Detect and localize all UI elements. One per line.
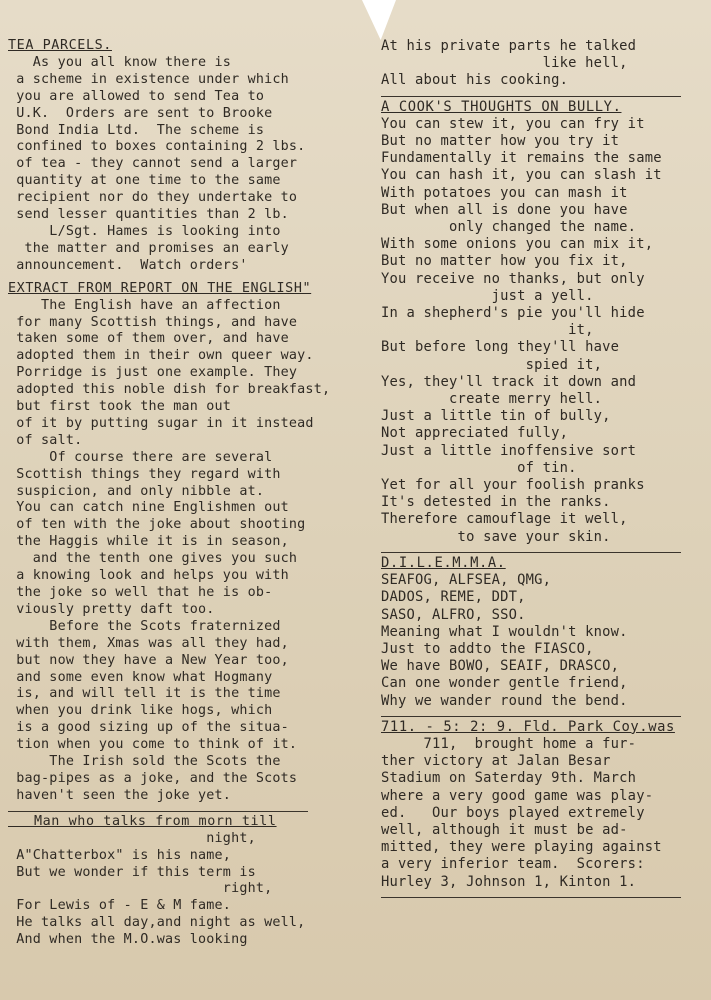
section-heading: 711. - 5: 2: 9. Fld. Park Coy.was — [381, 718, 675, 735]
text-line: You can catch nine Englishmen out — [8, 500, 289, 516]
text-line: For Lewis of - E & M fame. — [8, 898, 232, 914]
text-line: well, although it must be ad- — [381, 821, 628, 838]
text-line: He talks all day,and night as well, — [8, 915, 306, 931]
text-line: Porridge is just one example. They — [8, 365, 298, 381]
text-line: The Irish sold the Scots the — [8, 754, 281, 770]
text-line: Hurley 3, Johnson 1, Kinton 1. — [381, 873, 637, 890]
text-line: Yet for all your foolish pranks — [381, 477, 645, 494]
text-line: We have BOWO, SEAIF, DRASCO, — [381, 658, 620, 675]
left-column — [8, 38, 378, 955]
text-line: Bond India Ltd. The scheme is — [8, 122, 265, 138]
text-line: With potatoes you can mash it — [381, 184, 628, 201]
text-line: But no matter how you fix it, — [381, 253, 628, 270]
text-line: mitted, they were playing against — [381, 839, 662, 856]
text-line: adopted this noble dish for breakfast, — [8, 382, 331, 398]
text-line: of it by putting sugar in it instead — [8, 415, 314, 431]
text-line: It's detested in the ranks. — [381, 494, 611, 511]
text-line: with them, Xmas was all they had, — [8, 635, 289, 651]
text-line: the joke so well that he is ob- — [8, 585, 273, 600]
text-line: but first took the man out — [8, 399, 232, 415]
text-line: right, — [8, 881, 273, 897]
text-line: DADOS, REME, DDT, — [381, 589, 526, 606]
text-line: viously pretty daft too. — [8, 601, 215, 617]
torn-corner — [362, 0, 396, 40]
right-column — [381, 38, 709, 900]
extract-section — [8, 281, 378, 805]
text-line: SEAFOG, ALFSEA, QMG, — [381, 572, 552, 589]
text-line: Just a little tin of bully, — [381, 408, 611, 425]
section-heading: D.I.L.E.M.M.A. — [381, 554, 506, 571]
text-line: The English have an affection — [8, 297, 281, 313]
text-line: Stadium on Saterday 9th. March — [381, 770, 637, 787]
text-line: a very inferior team. Scorers: — [381, 856, 645, 873]
report-711-section — [381, 719, 709, 891]
text-line: taken some of them over, and have — [8, 331, 289, 347]
text-line: a knowing look and helps you with — [8, 568, 289, 584]
text-line: a scheme in existence under which — [8, 71, 289, 87]
text-line: ther victory at Jalan Besar — [381, 753, 611, 770]
text-line: just a yell. — [381, 287, 594, 304]
text-line: Just to addto the FIASCO, — [381, 640, 594, 657]
text-line: adopted them in their own queer way. — [8, 348, 314, 364]
text-line: is a good sizing up of the situa- — [8, 720, 289, 736]
text-line: send lesser quantities than 2 lb. — [8, 207, 289, 223]
text-line: Therefore camouflage it well, — [381, 511, 628, 528]
text-line: U.K. Orders are sent to Brooke — [8, 105, 273, 121]
text-line: You can stew it, you can fry it — [381, 115, 645, 132]
tea-parcels-section — [8, 38, 378, 275]
text-line: of salt. — [8, 432, 83, 448]
text-line: In a shepherd's pie you'll hide — [381, 305, 645, 322]
text-line: But no matter how you try it — [381, 133, 620, 150]
text-line: to save your skin. — [381, 528, 611, 545]
text-line: tion when you come to think of it. — [8, 737, 298, 753]
text-line: Yes, they'll track it down and — [381, 373, 637, 390]
text-line: night, — [8, 830, 256, 846]
text-line: and some even know what Hogmany — [8, 669, 273, 685]
text-line: Can one wonder gentle friend, — [381, 675, 628, 692]
text-line: create merry hell. — [381, 391, 603, 408]
section-heading: Man who talks from morn till — [8, 813, 277, 829]
continuation-section — [381, 38, 709, 90]
text-line: when you drink like hogs, which — [8, 703, 273, 719]
text-line: At his private parts he talked — [381, 38, 637, 54]
text-line: you are allowed to send Tea to — [8, 88, 265, 104]
text-line: haven't seen the joke yet. — [8, 787, 232, 803]
text-line: 711, brought home a fur- — [381, 735, 637, 752]
text-line: Meaning what I wouldn't know. — [381, 623, 628, 640]
text-line: Fundamentally it remains the same — [381, 150, 662, 167]
text-line: recipient nor do they undertake to — [8, 190, 298, 206]
text-line: is, and will tell it is the time — [8, 686, 281, 702]
text-line: Not appreciated fully, — [381, 425, 569, 442]
text-line: All about his cooking. — [381, 72, 569, 89]
text-line: Why we wander round the bend. — [381, 692, 628, 709]
text-line: With some onions you can mix it, — [381, 236, 654, 253]
text-line: But when all is done you have — [381, 201, 628, 218]
text-line: A"Chatterbox" is his name, — [8, 847, 232, 863]
text-line: ed. Our boys played extremely — [381, 804, 645, 821]
man-who-talks-section — [8, 814, 378, 949]
text-line: Just a little inoffensive sort — [381, 442, 637, 459]
section-heading: TEA PARCELS. — [8, 38, 112, 53]
text-line: L/Sgt. Hames is looking into — [8, 223, 281, 239]
text-line: quantity at one time to the same — [8, 173, 281, 189]
dilemma-section — [381, 555, 709, 710]
text-line: SASO, ALFRO, SSO. — [381, 606, 526, 623]
section-divider — [381, 716, 681, 717]
cooks-thoughts-section — [381, 99, 709, 546]
text-line: only changed the name. — [381, 219, 637, 236]
text-line: and the tenth one gives you such — [8, 551, 298, 567]
text-line: Scottish things they regard with — [8, 466, 281, 482]
text-line: Before the Scots fraternized — [8, 618, 281, 634]
section-divider — [381, 552, 681, 553]
text-line: bag-pipes as a joke, and the Scots — [8, 770, 298, 786]
text-line: of tin. — [381, 459, 577, 476]
section-heading: A COOK'S THOUGHTS ON BULLY. — [381, 98, 622, 115]
text-line: But before long they'll have — [381, 339, 620, 356]
text-line: where a very good game was play- — [381, 787, 654, 804]
text-line: like hell, — [381, 55, 628, 72]
text-line: And when the M.O.was looking — [8, 932, 248, 948]
text-line: spied it, — [381, 356, 603, 373]
section-divider — [8, 811, 308, 812]
text-line: As you all know there is — [8, 54, 232, 70]
text-line: suspicion, and only nibble at. — [8, 483, 265, 499]
text-line: the matter and promises an early — [8, 240, 289, 256]
text-line: the Haggis while it is in season, — [8, 534, 289, 550]
text-line: it, — [381, 322, 594, 339]
text-line: You can hash it, you can slash it — [381, 167, 662, 184]
section-divider — [381, 897, 681, 898]
section-heading: EXTRACT FROM REPORT ON THE ENGLISH" — [8, 280, 312, 296]
text-line: But we wonder if this term is — [8, 864, 256, 880]
text-line: for many Scottish things, and have — [8, 314, 298, 330]
section-divider — [381, 96, 681, 97]
text-line: of tea - they cannot send a larger — [8, 156, 298, 172]
text-line: You receive no thanks, but only — [381, 270, 645, 287]
text-line: announcement. Watch orders' — [8, 257, 248, 273]
text-line: confined to boxes containing 2 lbs. — [8, 139, 306, 155]
text-line: but now they have a New Year too, — [8, 652, 289, 668]
text-line: Of course there are several — [8, 449, 273, 465]
text-line: of ten with the joke about shooting — [8, 517, 306, 533]
